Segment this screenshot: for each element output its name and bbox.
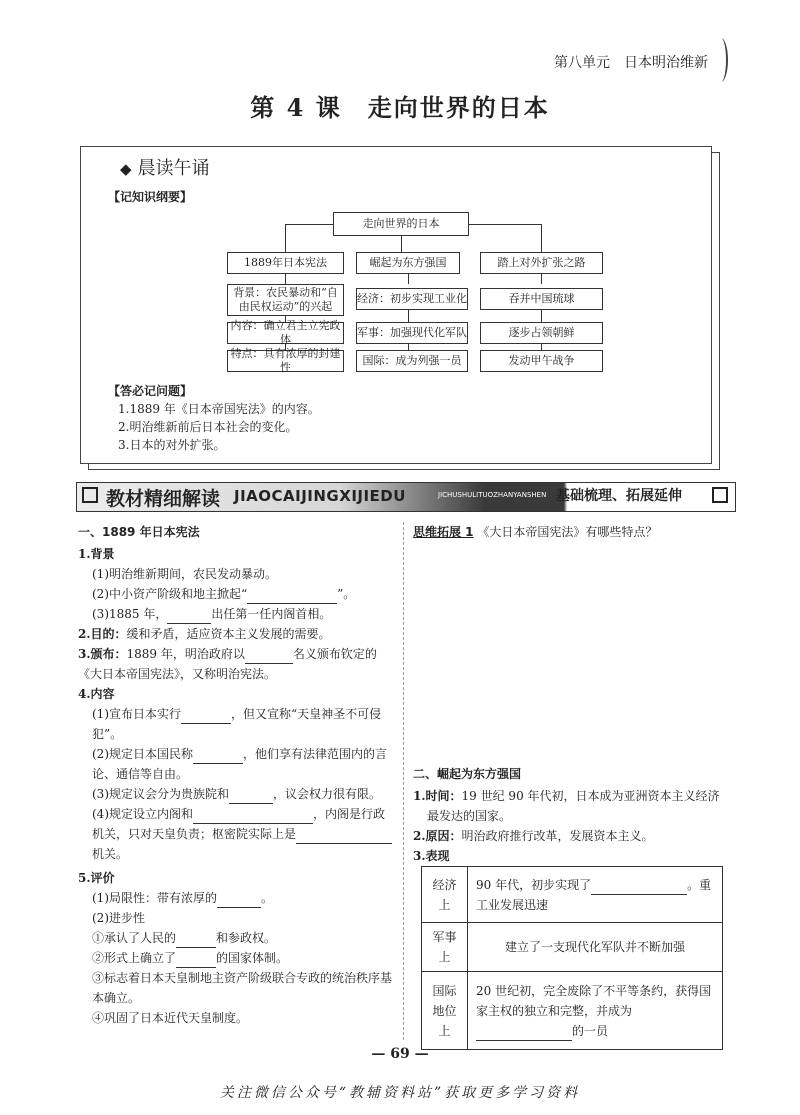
footer-note: 关注微信公众号“教辅资料站”获取更多学习资料 xyxy=(219,1085,581,1101)
reason-item: 2.原因：明治政府推行改革，发展资本主义。 xyxy=(413,829,654,843)
content-item: (3)规定议会分为贵族院和 ，议会权力很有限。 xyxy=(78,784,394,804)
diagram-head-expansion: 踏上对外扩张之路 xyxy=(480,252,603,274)
blank[interactable] xyxy=(181,710,231,724)
table-row xyxy=(422,972,723,1050)
diagram-head-constitution: 1889年日本宪法 xyxy=(227,252,344,274)
panel-title-text: 晨读午诵 xyxy=(137,158,210,179)
question-item: 2.明治维新前后日本社会的变化。 xyxy=(118,420,298,434)
table-cell: 20 世纪初，完全废除了不平等条约，获得国家主权的独立和完整，并成为的一员 xyxy=(468,972,723,1050)
diagram-item: 背景：农民暴动和“自由民权运动”的兴起 xyxy=(227,284,344,316)
table-label: 军事上 xyxy=(422,923,468,972)
unit-header: 第八单元 日本明治维新 xyxy=(554,55,708,71)
blank[interactable] xyxy=(591,881,687,895)
connector xyxy=(285,224,286,252)
think-label: 思维拓展 1 xyxy=(413,525,474,539)
evaluation-item: ③标志着日本天皇制地主资产阶级联合专政的统治秩序基本确立。 xyxy=(92,971,393,1005)
blank[interactable] xyxy=(247,590,337,604)
blank[interactable] xyxy=(217,894,261,908)
evaluation-item: (2)进步性 xyxy=(92,911,145,925)
banner-right-text: 基础梳理、拓展延伸 xyxy=(556,488,682,504)
diagram-item: 国际：成为列强一员 xyxy=(356,350,468,372)
diagram-head-rise: 崛起为东方强国 xyxy=(356,252,460,274)
blank[interactable] xyxy=(167,610,211,624)
blank[interactable] xyxy=(176,954,216,968)
section-title-constitution: 一、1889 年日本宪法 xyxy=(78,525,200,539)
background-item: (1)明治维新期间，农民发动暴动。 xyxy=(92,567,277,581)
evaluation-item: ④巩固了日本近代天皇制度。 xyxy=(92,1011,249,1025)
question-item: 3.日本的对外扩张。 xyxy=(118,438,226,452)
connector xyxy=(541,224,542,252)
evaluation-item: ②形式上确立了 的国家体制。 xyxy=(78,948,394,968)
evaluation-item: (1)局限性：带有浓厚的 。 xyxy=(78,888,394,908)
background-item: (2)中小资产阶级和地主掀起“ ”。 xyxy=(78,584,394,604)
outline-label: 【记知识纲要】 xyxy=(108,190,193,204)
blank[interactable] xyxy=(296,830,392,844)
blank[interactable] xyxy=(476,1027,572,1041)
connector xyxy=(408,274,409,284)
blank[interactable] xyxy=(245,650,293,664)
content-item: (4)规定设立内阁和 ，内阁是行政机关，只对天皇负责；枢密院实际上是机关。 xyxy=(78,804,394,864)
performance-title: 3.表现 xyxy=(413,849,450,863)
connector xyxy=(541,274,542,284)
background-title: 1.背景 xyxy=(78,547,115,561)
diagram-item: 军事：加强现代化军队 xyxy=(356,322,468,344)
panel-title xyxy=(120,154,210,180)
content-title: 4.内容 xyxy=(78,687,115,701)
promulgation-item: 3.颁布：1889 年，明治政府以 名义颁布钦定的《大日本帝国宪法》，又称明治宪法。 xyxy=(78,647,377,681)
connector xyxy=(285,274,286,284)
connector xyxy=(285,224,333,225)
think-question: 《大日本帝国宪法》有哪些特点？ xyxy=(477,525,658,539)
blank[interactable] xyxy=(229,790,273,804)
diagram-item: 内容：确立君主立宪政体 xyxy=(227,322,344,344)
connector xyxy=(541,310,542,322)
questions-label: 【答必记问题】 xyxy=(108,384,193,398)
think-expand xyxy=(413,522,731,542)
table-cell: 90 年代，初步实现了 。重工业发展迅速 xyxy=(468,867,723,923)
diamond-icon: ◆ xyxy=(120,160,132,178)
header-arc-decoration xyxy=(714,38,728,82)
connector xyxy=(401,236,402,252)
diagram-root: 走向世界的日本 xyxy=(333,212,469,236)
table-cell: 建立了一支现代化军队并不断加强 xyxy=(468,923,723,972)
table-label: 国际地位上 xyxy=(422,972,468,1050)
banner-pinyin: JIAOCAIJINGXIJIEDU xyxy=(234,487,406,505)
diagram-item: 吞并中国琉球 xyxy=(480,288,603,310)
questions-list xyxy=(118,400,320,454)
square-icon xyxy=(712,487,728,503)
right-column xyxy=(413,764,731,866)
blank[interactable] xyxy=(193,810,313,824)
content-item: (1)宣布日本实行 ，但又宣称“天皇神圣不可侵犯”。 xyxy=(92,707,382,741)
page-number: — 69 — xyxy=(371,1046,429,1062)
connector xyxy=(408,310,409,322)
diagram-item: 特点：具有浓厚的封建性 xyxy=(227,350,344,372)
banner-title: 教材精细解读 xyxy=(106,488,221,510)
table-row xyxy=(422,867,723,923)
banner-small-text: JICHUSHULITUOZHANYANSHEN xyxy=(438,491,547,499)
performance-table xyxy=(421,866,723,1050)
connector xyxy=(469,224,541,225)
question-item: 1.1889 年《日本帝国宪法》的内容。 xyxy=(118,402,320,416)
diagram-item: 逐步占领朝鲜 xyxy=(480,322,603,344)
column-divider xyxy=(403,522,404,1040)
evaluation-title: 5.评价 xyxy=(78,871,115,885)
time-item: 1.时间：19 世纪 90 年代初，日本成为亚洲资本主义经济最发达的国家。 xyxy=(413,789,720,823)
background-item: (3)1885 年， 出任第一任内阁首相。 xyxy=(78,604,394,624)
table-row xyxy=(422,923,723,972)
blank[interactable] xyxy=(193,750,243,764)
lesson-title: 第 4 课 走向世界的日本 xyxy=(250,93,550,122)
left-column xyxy=(78,522,394,1028)
diagram-item: 经济：初步实现工业化 xyxy=(356,288,468,310)
section-title-rise: 二、崛起为东方强国 xyxy=(413,767,522,781)
content-item: (2)规定日本国民称 ，他们享有法律范围内的言论、通信等自由。 xyxy=(92,747,388,781)
diagram-item: 发动甲午战争 xyxy=(480,350,603,372)
square-icon xyxy=(82,487,98,503)
purpose-item: 2.目的：缓和矛盾，适应资本主义发展的需要。 xyxy=(78,627,331,641)
table-label: 经济上 xyxy=(422,867,468,923)
blank[interactable] xyxy=(176,934,216,948)
evaluation-item: ①承认了人民的 和参政权。 xyxy=(78,928,394,948)
